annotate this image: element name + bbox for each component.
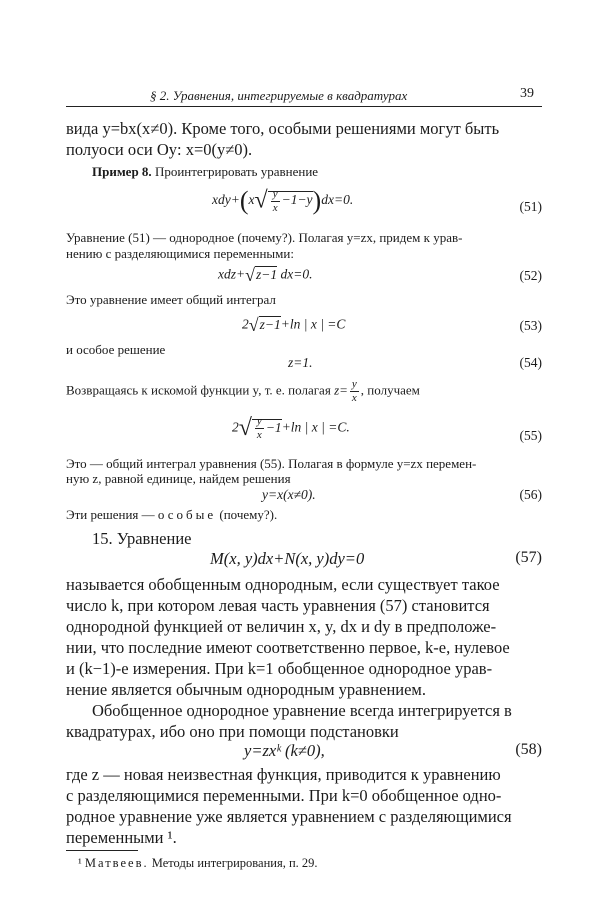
eq-part: xdy+	[212, 192, 240, 208]
text-part: Возвращаясь к искомой функции y, т. е. полагая	[66, 382, 331, 398]
example-heading	[92, 163, 492, 180]
eq-part: x	[248, 192, 255, 208]
equation-53: 2√z−1+ln | x | =C	[242, 315, 346, 335]
eq-part: −1−y	[281, 192, 313, 208]
paragraph-line: Уравнение (51) — однородное (почему?). Полагая y=zx, придем к урав-	[66, 230, 463, 245]
paragraph-line: нии, что последние имеют соответственно первое, k-е, нулевое	[66, 638, 510, 657]
paragraph-line: где z — новая неизвестная функция, приводится к уравнению	[66, 765, 501, 784]
eq-part: dx=0.	[277, 266, 313, 282]
equation-number: (56)	[519, 487, 542, 502]
paragraph-line: однородной функцией от величин x, y, dx и dy в предположе-	[66, 617, 497, 636]
footnote-author: Матвеев.	[84, 856, 149, 870]
footnote-text: Методы интегрирования, п. 29.	[151, 856, 318, 870]
frac-num: y	[272, 187, 278, 200]
equation-57: M(x, y)dx+N(x, y)dy=0	[210, 549, 365, 568]
equation-58: y=zxᵏ (k≠0),	[244, 741, 325, 760]
text-part: Эти решения —	[66, 507, 155, 522]
frac-den: x	[256, 429, 262, 441]
frac-den: x	[351, 392, 357, 404]
running-title: § 2. Уравнения, интегрируемые в квадратурах	[150, 88, 408, 103]
eq-part: 2	[242, 316, 249, 332]
spaced-text: особые	[157, 507, 217, 522]
paragraph-line: число k, при котором левая часть уравнения (57) становится	[66, 596, 490, 615]
equation-55: 2√ $\frac{y}{x}$ −1+ln | x | =C.	[232, 415, 350, 441]
footnote-rule	[66, 850, 138, 851]
header-rule	[66, 106, 542, 107]
frac-num: y	[256, 415, 262, 427]
footnote	[78, 856, 318, 871]
paragraph-line: и особое решение	[66, 342, 166, 357]
example-label: Пример 8.	[92, 164, 152, 179]
paragraph-line: переменными ¹.	[66, 828, 177, 847]
paragraph-line: полуоси оси Oy: x=0(y≠0).	[66, 140, 253, 159]
eq-part: +ln | x | =C	[280, 316, 346, 332]
paragraph-line	[66, 506, 542, 523]
eq-part: 2	[232, 419, 239, 435]
equation-number: (53)	[519, 318, 542, 333]
paragraph-line: с разделяющимися переменными. При k=0 обобщенное одно-	[66, 786, 502, 805]
footnote-mark: ¹	[78, 856, 82, 870]
paragraph-line: нению с разделяющимися переменными:	[66, 246, 294, 261]
paragraph-line	[66, 378, 542, 405]
frac-num: y	[351, 378, 357, 390]
paragraph-line: Это уравнение имеет общий интеграл	[66, 292, 276, 307]
equation-number: (55)	[519, 428, 542, 443]
eq-part: dx=0.	[321, 192, 354, 208]
paragraph-line: ную z, равной единице, найдем решения	[66, 471, 291, 486]
paragraph-line: нение является обычным однородным уравнением.	[66, 680, 427, 699]
equation-number: (52)	[519, 268, 542, 283]
equation-52: xdz+√z−1 dx=0.	[218, 265, 313, 285]
frac-den: x	[272, 201, 278, 214]
equation-56: y=x(x≠0).	[262, 487, 316, 502]
eq-part: xdz+	[218, 266, 246, 282]
eq-part: +ln | x | =C.	[281, 419, 350, 435]
paragraph-line: родное уравнение уже является уравнением с разделяющимися	[66, 807, 512, 826]
section-title: 15. Уравнение	[92, 529, 192, 548]
paragraph-line: вида y=bx(x≠0). Кроме того, особыми решениями могут быть	[66, 119, 500, 138]
paragraph-line: квадратурах, ибо оно при помощи подстановки	[66, 722, 399, 741]
paragraph-line: Это — общий интеграл уравнения (55). Полагая в формуле y=zx перемен-	[66, 456, 477, 471]
eq-part: z=	[334, 382, 348, 398]
equation-number: (51)	[519, 199, 542, 214]
equation-54: z=1.	[288, 355, 313, 370]
eq-part: z−1	[259, 316, 281, 332]
eq-part: z−1	[256, 266, 278, 282]
equation-number: (54)	[519, 355, 542, 370]
page-number: 39	[520, 86, 534, 101]
paragraph-line: Обобщенное однородное уравнение всегда интегрируется в	[92, 701, 512, 720]
text-part: (почему?).	[219, 507, 278, 522]
eq-part: −1	[265, 419, 282, 435]
equation-51: xdy+(x√ $\frac{y}{x}$ −1−y)dx=0.	[212, 186, 354, 215]
paragraph-line: и (k−1)-е измерения. При k=1 обобщенное однородное урав-	[66, 659, 493, 678]
example-text: Проинтегрировать уравнение	[154, 164, 319, 179]
paragraph-line: называется обобщенным однородным, если существует такое	[66, 575, 500, 594]
equation-number: (58)	[515, 741, 542, 758]
equation-number: (57)	[515, 549, 542, 566]
text-part: , получаем	[360, 382, 420, 398]
